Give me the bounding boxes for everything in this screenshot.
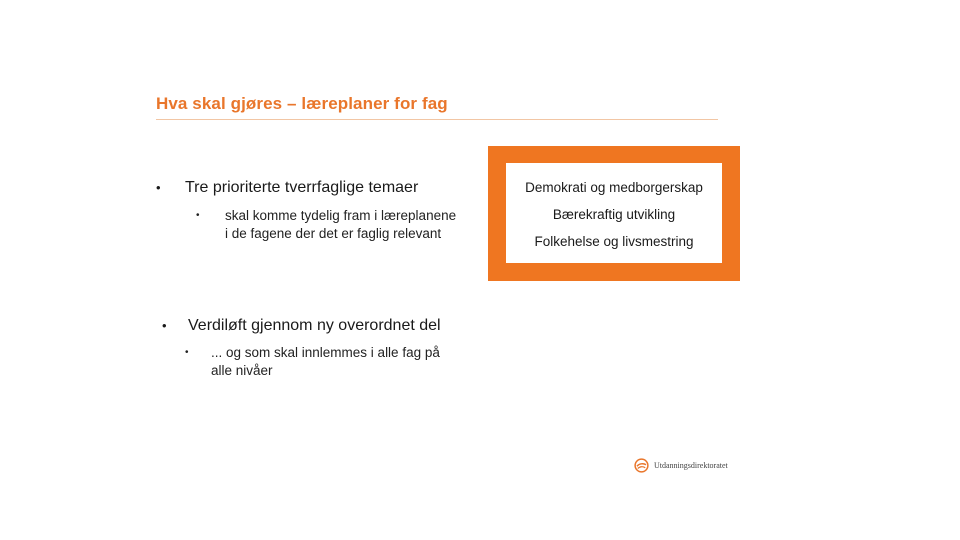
sub-bullet-item [185, 344, 465, 380]
bullet-dot: • [162, 318, 167, 333]
themes-box [506, 163, 722, 263]
bullet-dot: • [156, 180, 161, 195]
title-divider [156, 119, 718, 120]
sub-bullet-dot: • [196, 210, 200, 221]
udir-logo-icon [634, 458, 649, 473]
sub-bullet-text: ... og som skal innlemmes i alle fag på alle nivåer [211, 345, 440, 378]
slide-title: Hva skal gjøres – læreplaner for fag [156, 94, 448, 113]
sub-bullet-dot: • [185, 347, 189, 358]
sub-bullet-text: skal komme tydelig fram i læreplanene i de fagene der det er faglig relevant [225, 208, 457, 241]
bullet-text: Tre prioriterte tverrfaglige temaer [185, 179, 419, 196]
logo-text: Utdanningsdirektoratet [654, 461, 728, 470]
footer-logo [634, 458, 728, 473]
sub-bullet-item [196, 207, 456, 243]
bullet-text: Verdiløft gjennom ny overordnet del [188, 317, 441, 334]
theme-item: Demokrati og medborgerskap [525, 180, 703, 195]
themes-box-frame [488, 146, 740, 281]
theme-item: Bærekraftig utvikling [552, 207, 676, 222]
theme-item: Folkehelse og livsmestring [534, 234, 694, 249]
